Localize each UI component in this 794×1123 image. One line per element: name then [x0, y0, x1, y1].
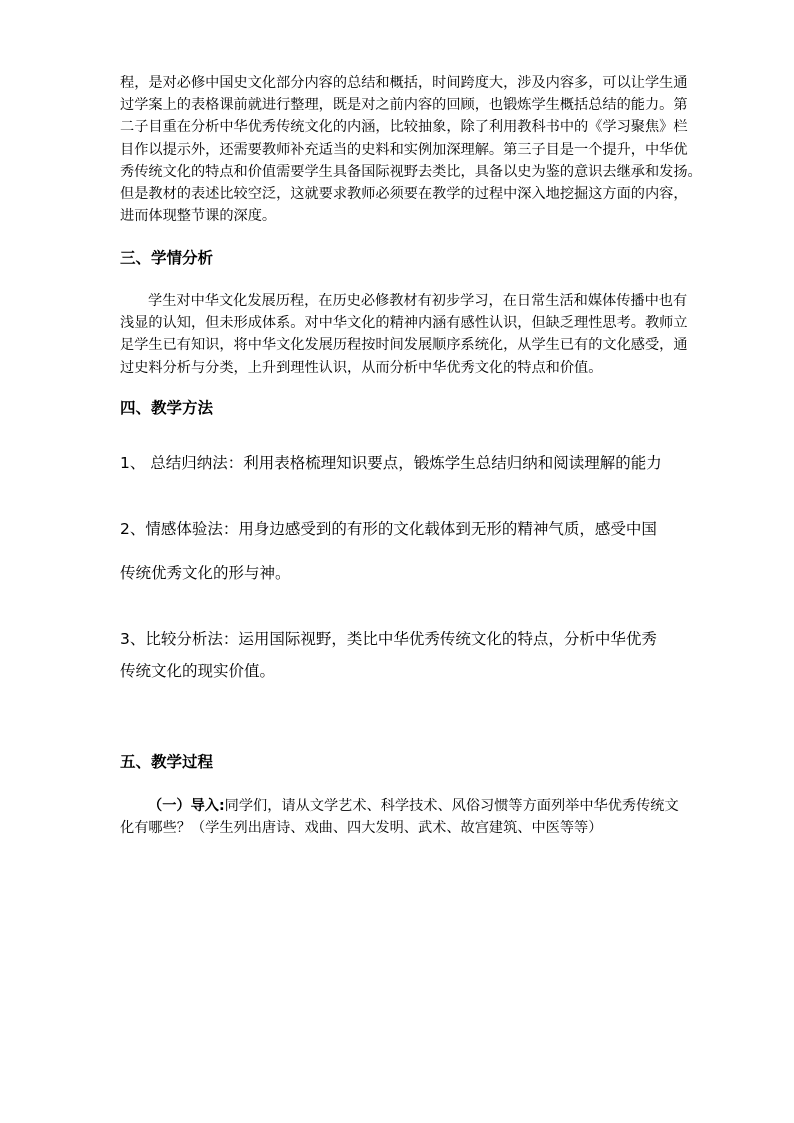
intro-line-7: 进而体现整节课的深度。 — [120, 208, 277, 225]
method-item-2-line-1: 2、情感体验法：用身边感受到的有形的文化载体到无形的精神气质，感受中国 — [120, 520, 657, 538]
learning-analysis-paragraph — [120, 290, 688, 379]
teaching-process-paragraph — [120, 795, 680, 839]
intro-line-4: 目作以提示外，还需要教师补充适当的史料和实例加深理解。第三子目是一个提升，中华优 — [120, 141, 688, 158]
method-item-3-line-2: 传统文化的现实价值。 — [120, 662, 276, 680]
section-heading-teaching-methods: 四、教学方法 — [120, 399, 214, 417]
intro-paragraph — [120, 72, 702, 227]
process-line-1 — [120, 795, 680, 817]
learning-line-1: 学生对中华文化发展历程，在历史必修教材有初步学习，在日常生活和媒体传播中也有 — [148, 293, 688, 309]
section-heading-teaching-process: 五、教学过程 — [120, 753, 214, 771]
intro-line-2: 过学案上的表格课前就进行整理，既是对之前内容的回顾，也锻炼学生概括总结的能力。第 — [120, 97, 688, 114]
learning-line-4: 过史料分析与分类，上升到理性认识，从而分析中华优秀文化的特点和价值。 — [120, 359, 603, 376]
step-text: 同学们，请从文学艺术、科学技术、风俗习惯等方面列举中华优秀传统文 — [224, 798, 679, 814]
method-item-1: 1、 总结归纳法：利用表格梳理知识要点，锻炼学生总结归纳和阅读理解的能力 — [120, 454, 662, 472]
intro-line-5: 秀传统文化的特点和价值需要学生具备国际视野去类比，具备以史为鉴的意识去继承和发扬。 — [120, 163, 702, 180]
method-item-2-line-2: 传统优秀文化的形与神。 — [120, 564, 291, 582]
step-label: （一）导入: — [148, 798, 225, 814]
intro-line-6: 但是教材的表述比较空泛，这就要求教师必须要在教学的过程中深入地挖掘这方面的内容， — [120, 186, 688, 203]
intro-line-1: 程，是对必修中国史文化部分内容的总结和概括，时间跨度大，涉及内容多，可以让学生通 — [120, 75, 688, 91]
intro-line-3: 二子目重在分析中华优秀传统文化的内涵，比较抽象，除了利用教科书中的《学习聚焦》栏 — [120, 119, 688, 136]
learning-line-3: 足学生已有知识，将中华文化发展历程按时间发展顺序系统化，从学生已有的文化感受，通 — [120, 337, 688, 354]
section-heading-learning-analysis: 三、学情分析 — [120, 249, 214, 267]
method-item-3-line-1: 3、比较分析法：运用国际视野，类比中华优秀传统文化的特点，分析中华优秀 — [120, 630, 657, 648]
process-line-2: 化有哪些？（学生列出唐诗、戏曲、四大发明、武术、故宫建筑、中医等等） — [120, 820, 603, 837]
learning-line-2: 浅显的认知，但未形成体系。对中华文化的精神内涵有感性认识，但缺乏理性思考。教师立 — [120, 315, 688, 332]
